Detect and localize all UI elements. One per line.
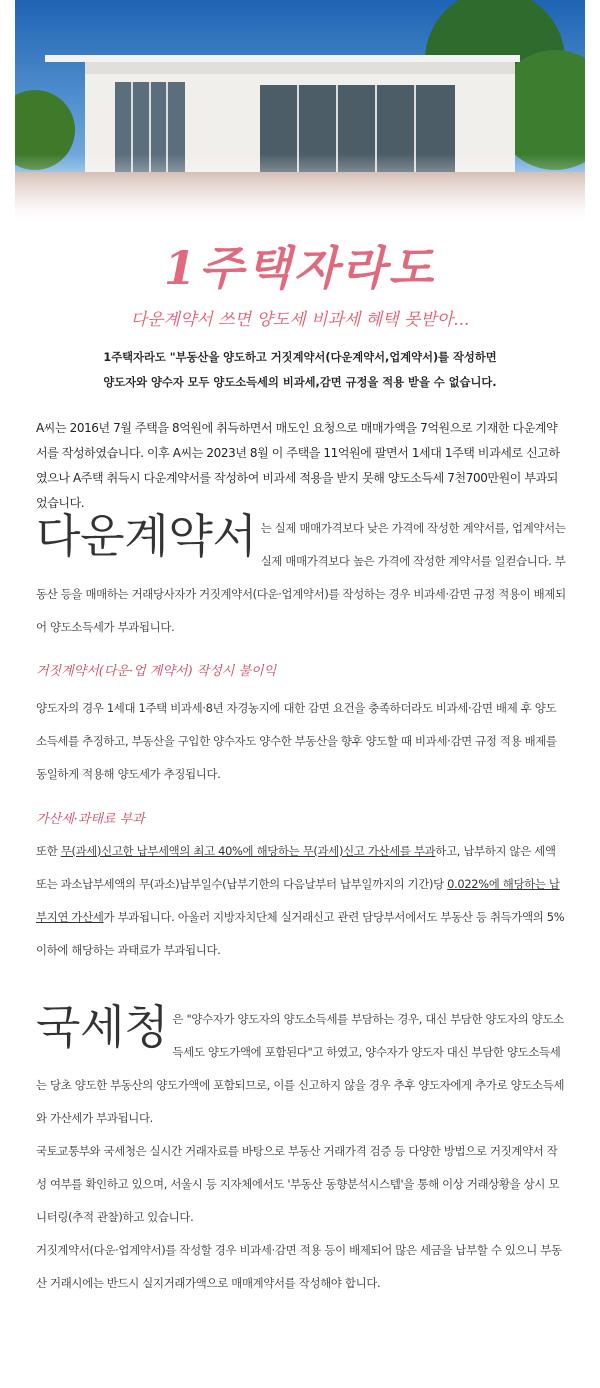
tax-text-1: 또한 xyxy=(36,844,61,858)
hero-house-image xyxy=(15,0,585,220)
intro-block xyxy=(40,345,560,395)
nts-paragraph-1: 국세청 은 "양수자가 양도자의 양도소득세를 부담하는 경우, 대신 부담한 양도자의 양도소득세도 양도가액에 포함된다"고 하였고, 양수자가 양도자 대신 부담한 양도소득세는 당초 양도한 부동산의 양도가액에 포함되므로, 이를 신고하지 않을 경우 추후 양도자에게 추가로 양도소득세와 가산세가 부과됩니다. xyxy=(36,1000,565,1125)
intro-line-1: 1주택자라도 "부동산을 양도하고 거짓계약서(다운계약서,업계약서)를 작성하면 xyxy=(103,351,497,364)
section-text: 는 실제 매매가격보다 낮은 가격에 작성한 계약서를, 업계약서는 실제 매매가격보다 높은 가격에 작성한 계약서를 일컫습니다. 부동산 등을 매매하는 거래당사자가 거짓계약서(다운·업계약서)를 작성하는 경우 비과세·감면 규정 적용이 배제되어 양도소득세가 부과됩니다. xyxy=(36,521,566,634)
section-keyword: 다운계약서 xyxy=(36,509,257,563)
intro-line-2: 양도자와 양수자 모두 양도소득세의 비과세,감면 규정을 적용 받을 수 없습니다. xyxy=(103,376,497,389)
nts-keyword: 국세청 xyxy=(36,1000,169,1054)
tax-text-2: 하고, 납부하지 않은 세액 또는 과소납부세액의 무(과소)납부일수(납부기한의 다음날부터 납부일까지의 기간)당 xyxy=(36,844,556,891)
tax-underline-1: 무(과세)신고한 납부세액의 최고 40%에 해당하는 무(과세)신고 가산세를 부과 xyxy=(60,844,436,858)
case-example: A씨는 2016년 7월 주택을 8억원에 취득하면서 매도인 요청으로 매매가액을 7억원으로 기재한 다운계약서를 작성하였습니다. 이후 A씨는 2023년 8월 이 주택을 11억원에 팔면서 1세대 1주택 비과세로 신고하였으나 A주택 취득시 다운계약서를 작성하여 비과세 적용을 받지 못해 양도소득세 7천700만원이 부과되었습니다. xyxy=(36,421,560,510)
section-down-contract xyxy=(36,509,566,644)
title-main: 1주택자라도 xyxy=(163,241,437,295)
section-additional-tax xyxy=(36,835,566,967)
nts-paragraph-3: 거짓계약서(다운·업계약서)를 작성할 경우 비과세·감면 적용 등이 배제되어 많은 세금을 납부할 수 있으니 부동산 거래시에는 반드시 실지거래가액으로 매매계약서를 작성해야 합니다. xyxy=(36,1243,562,1290)
tax-text-3: 가 부과됩니다. 아울러 지방자치단체 실거래신고 관련 담당부서에서도 부동산 등 취득가액의 5% 이하에 해당하는 과태료가 부과됩니다. xyxy=(36,910,565,957)
tax-underline-2: 0.022%에 해당하는 납부지연 가산세 xyxy=(36,877,560,924)
nts-paragraph-2: 국토교통부와 국세청은 실시간 거래자료를 바탕으로 부동산 거래가격 검증 등 다양한 방법으로 거짓계약서 작성 여부를 확인하고 있으며, 서울시 등 지자체에서도 '부동산 동향분석시스템'을 통해 이상 거래상황을 상시 모니터링(추적 관찰)하고 있습니다. xyxy=(36,1144,560,1224)
subheading-penalty: 거짓계약서(다운·업 계약서) 작성시 불이익 xyxy=(36,664,277,679)
subheading-additional-tax: 가산세·과태료 부과 xyxy=(36,812,145,827)
section-nts xyxy=(36,1000,566,1300)
title-subtitle: 다운계약서 쓰면 양도세 비과세 혜택 못받아... xyxy=(130,310,470,330)
section-penalty-text: 양도자의 경우 1세대 1주택 비과세·8년 자경농지에 대한 감면 요건을 충족하더라도 비과세·감면 배제 후 양도소득세를 추징하고, 부동산을 구입한 양수자도 양수한 부동산을 향후 양도할 때 비과세·감면 규정 적용 배제를 동일하게 적용해 양도세가 추징됩니다. xyxy=(36,701,557,781)
